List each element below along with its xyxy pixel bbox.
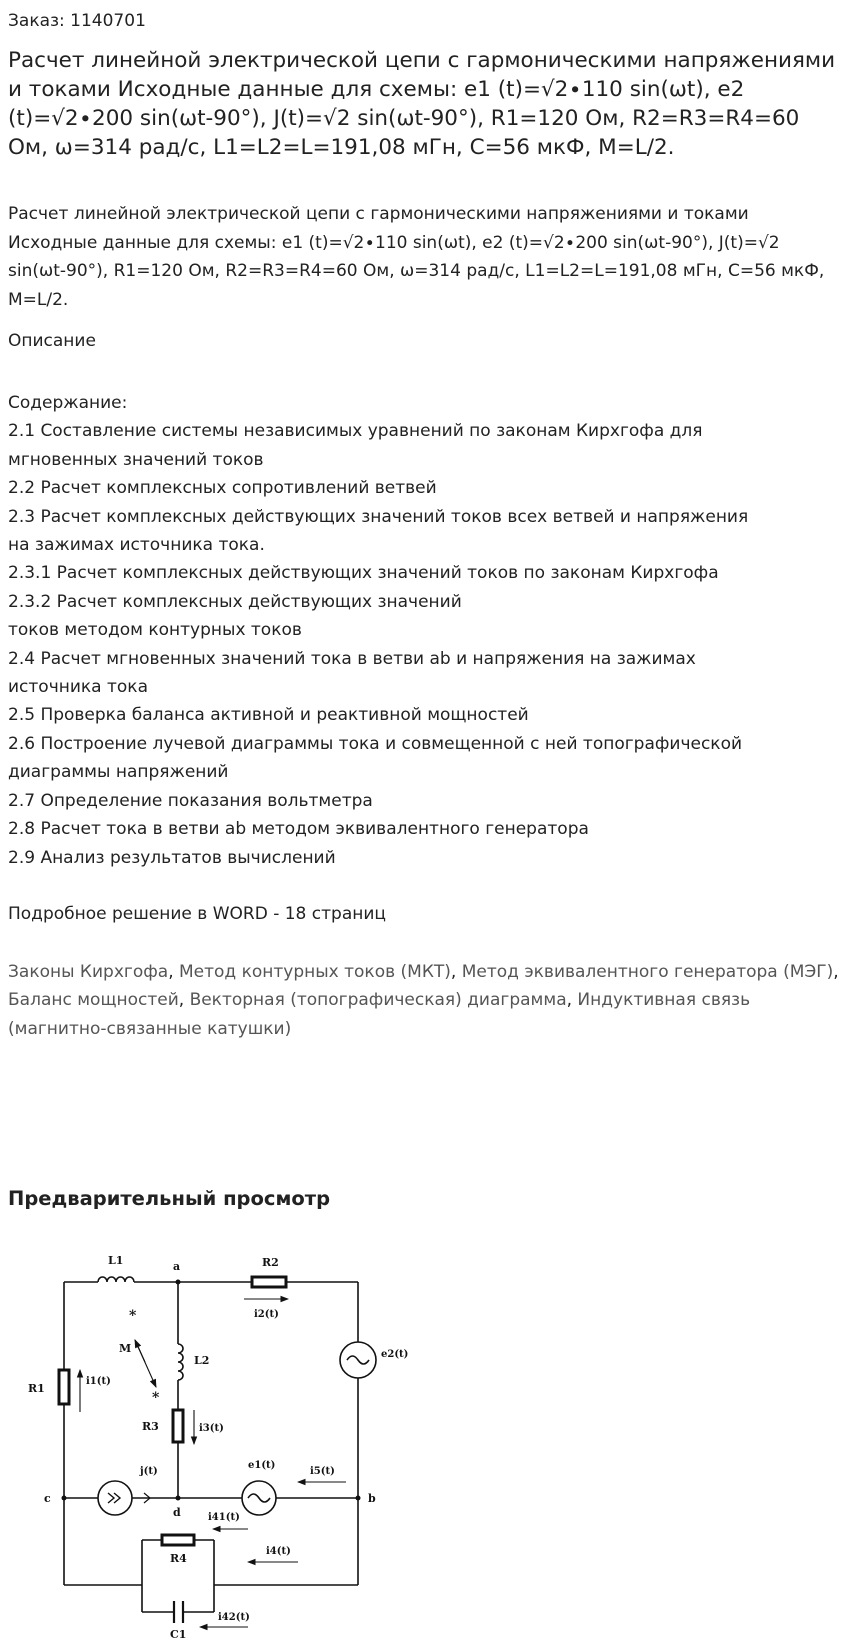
contents-line: 2.1 Составление системы независимых уравнений по законам Кирхгофа для — [8, 421, 703, 442]
label-i42: i42(t) — [218, 1612, 250, 1623]
contents-line: токов методом контурных токов — [8, 620, 302, 641]
word-note: Подробное решение в WORD - 18 страниц — [8, 904, 386, 924]
contents-line: 2.6 Построение лучевой диаграммы тока и совмещенной с ней топографической — [8, 733, 743, 754]
label-j: j(t) — [140, 1466, 158, 1477]
resistor-r2-icon — [252, 1277, 286, 1287]
tag-separator: , — [178, 990, 190, 1011]
tag-link[interactable]: Метод контурных токов (МКТ) — [179, 962, 451, 982]
label-r3: R3 — [142, 1420, 159, 1433]
svg-text:*: * — [129, 1308, 137, 1324]
contents-line: мгновенных значений токов — [8, 449, 264, 470]
label-i41: i41(t) — [208, 1512, 240, 1523]
contents-line: источника тока — [8, 677, 148, 698]
tag-link[interactable]: Баланс мощностей — [8, 990, 179, 1011]
label-r4: R4 — [170, 1552, 187, 1565]
tag-separator: , — [450, 962, 462, 982]
label-node-a: a — [173, 1260, 181, 1273]
circuit-wires — [64, 1282, 358, 1612]
label-c1: C1 — [170, 1628, 187, 1641]
tag-link[interactable]: Метод эквивалентного генератора (МЭГ) — [461, 962, 834, 982]
label-l2: L2 — [194, 1354, 210, 1367]
label-node-d: d — [173, 1506, 181, 1519]
label-e2: e2(t) — [381, 1349, 409, 1360]
contents-line: на зажимах источника тока. — [8, 535, 265, 556]
label-e1: e1(t) — [248, 1460, 276, 1471]
tag-link[interactable]: Индуктивная связь (магнитно-связанные катушки) — [8, 990, 751, 1039]
contents-line: 2.7 Определение показания вольтметра — [8, 790, 373, 811]
tag-separator: , — [168, 962, 179, 982]
svg-text:*: * — [152, 1390, 160, 1406]
contents-line: 2.8 Расчет тока в ветви ab методом эквивалентного генератора — [8, 819, 589, 840]
voltage-source-e2-icon — [340, 1342, 376, 1378]
label-i4: i4(t) — [266, 1546, 291, 1557]
contents-line: 2.3 Расчет комплексных действующих значений токов всех ветвей и напряжения — [8, 506, 749, 527]
label-i5: i5(t) — [310, 1466, 335, 1477]
label-node-b: b — [368, 1492, 376, 1505]
contents-line: 2.5 Проверка баланса активной и реактивной мощностей — [8, 705, 529, 726]
tag-link[interactable]: Законы Кирхгофа — [8, 962, 169, 982]
voltage-source-e1-icon — [242, 1481, 276, 1515]
label-r1: R1 — [28, 1382, 45, 1395]
tag-separator: , — [566, 990, 578, 1011]
contents-list — [8, 389, 840, 872]
contents-title: Содержание: — [8, 393, 128, 413]
label-i2: i2(t) — [254, 1309, 279, 1320]
label-r2: R2 — [262, 1256, 279, 1269]
resistor-r1-icon — [59, 1370, 69, 1404]
contents-line: диаграммы напряжений — [8, 762, 229, 783]
inductor-l1-icon — [98, 1277, 134, 1282]
description-heading: Описание — [8, 331, 96, 351]
tag-link[interactable]: Векторная (топографическая) диаграмма — [189, 990, 567, 1011]
lead-paragraph: Расчет линейной электрической цепи с гармоническими напряжениями и токами Исходные данные для схемы: e1 (t)=√2∙110 sin(ωt), e2 (t)=√2∙200 sin(ωt-90°), J(t)=√2 sin(ωt-90°), R1=120 Ом, R2=R3=R4=60 Ом, ω=314 рад/с, L1=L2=L=191,08 мГн, C=56 мкФ, M=L/2. — [8, 204, 825, 310]
contents-line: 2.4 Расчет мгновенных значений тока в ветви ab и напряжения на зажимах — [8, 648, 696, 669]
inductor-l2-icon — [178, 1344, 183, 1380]
contents-line: 2.9 Анализ результатов вычислений — [8, 847, 336, 868]
resistor-r3-icon — [173, 1410, 183, 1442]
label-l1: L1 — [108, 1254, 124, 1267]
tag-separator: , — [833, 962, 839, 982]
contents-line: 2.3.2 Расчет комплексных действующих значений — [8, 591, 462, 612]
order-number: Заказ: 1140701 — [8, 11, 146, 31]
contents-line: 2.2 Расчет комплексных сопротивлений ветвей — [8, 478, 437, 499]
contents-line: 2.3.1 Расчет комплексных действующих значений токов по законам Кирхгофа — [8, 563, 719, 584]
label-i1: i1(t) — [86, 1376, 111, 1387]
preview-heading: Предварительный просмотр — [8, 1187, 331, 1210]
label-node-c: c — [44, 1492, 51, 1505]
resistor-r4-icon — [162, 1535, 194, 1545]
capacitor-c1-icon — [174, 1601, 183, 1623]
page-title: Расчет линейной электрической цепи с гармоническими напряжениями и токами Исходные данные для схемы: e1 (t)=√2∙110 sin(ωt), e2 (t)=√2∙200 sin(ωt-90°), J(t)=√2 sin(ωt-90°), R1=120 Ом, R2=R3=R4=60 Ом, ω=314 рад/с, L1=L2=L=191,08 мГн, C=56 мкФ, M=L/2. — [8, 48, 836, 160]
label-m: M — [119, 1342, 132, 1355]
circuit-schematic — [8, 1242, 418, 1642]
mutual-inductance-arrow-icon — [129, 1308, 160, 1406]
label-i3: i3(t) — [199, 1423, 224, 1434]
tag-list — [8, 958, 840, 1043]
